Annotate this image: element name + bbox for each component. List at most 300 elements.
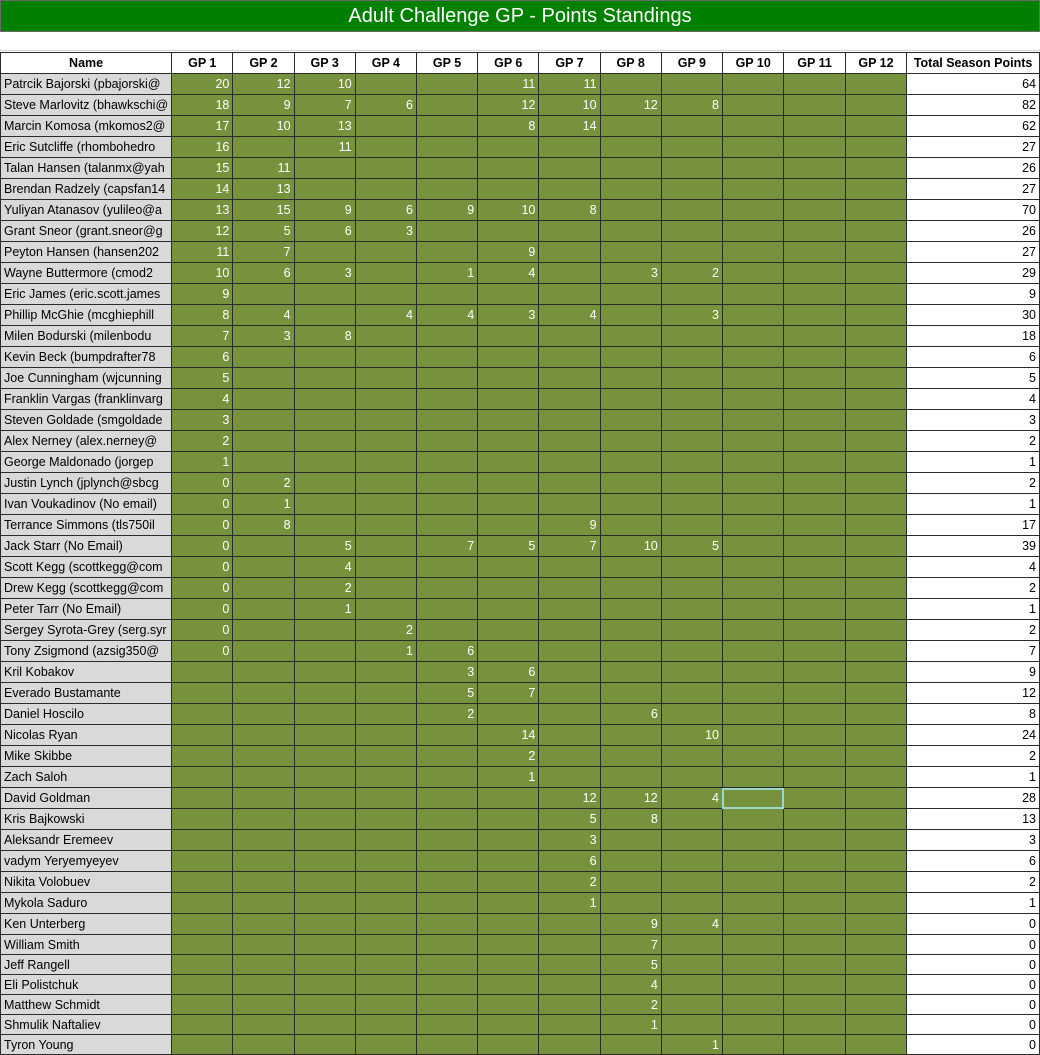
gp-points-cell[interactable] [172,746,233,767]
gp-points-cell[interactable]: 1 [233,494,294,515]
total-points-cell[interactable]: 9 [907,284,1040,305]
gp-points-cell[interactable] [722,389,783,410]
gp-points-cell[interactable] [172,955,233,975]
gp-points-cell[interactable] [294,620,355,641]
total-points-cell[interactable]: 0 [907,1015,1040,1035]
column-header[interactable]: Total Season Points [907,53,1040,74]
gp-points-cell[interactable] [355,473,416,494]
total-points-cell[interactable]: 2 [907,431,1040,452]
gp-points-cell[interactable] [539,221,600,242]
gp-points-cell[interactable] [722,1015,783,1035]
total-points-cell[interactable]: 28 [907,788,1040,809]
gp-points-cell[interactable] [539,620,600,641]
gp-points-cell[interactable] [355,746,416,767]
gp-points-cell[interactable]: 5 [478,536,539,557]
selected-cell[interactable] [722,788,783,809]
gp-points-cell[interactable] [600,242,661,263]
gp-points-cell[interactable] [416,975,477,995]
gp-points-cell[interactable] [355,326,416,347]
gp-points-cell[interactable]: 3 [478,305,539,326]
gp-points-cell[interactable]: 6 [478,662,539,683]
total-points-cell[interactable]: 82 [907,95,1040,116]
gp-points-cell[interactable] [661,935,722,955]
gp-points-cell[interactable]: 15 [172,158,233,179]
gp-points-cell[interactable] [478,347,539,368]
gp-points-cell[interactable] [539,326,600,347]
gp-points-cell[interactable]: 4 [355,305,416,326]
gp-points-cell[interactable]: 8 [539,200,600,221]
gp-points-cell[interactable] [600,179,661,200]
total-points-cell[interactable]: 6 [907,851,1040,872]
gp-points-cell[interactable] [845,368,906,389]
gp-points-cell[interactable] [661,995,722,1015]
gp-points-cell[interactable] [722,955,783,975]
gp-points-cell[interactable] [845,179,906,200]
racer-name-cell[interactable]: Tyron Young [1,1035,172,1055]
gp-points-cell[interactable] [233,935,294,955]
gp-points-cell[interactable] [784,557,845,578]
racer-name-cell[interactable]: Shmulik Naftaliev [1,1015,172,1035]
gp-points-cell[interactable] [355,851,416,872]
gp-points-cell[interactable] [784,809,845,830]
gp-points-cell[interactable] [845,893,906,914]
gp-points-cell[interactable]: 3 [294,263,355,284]
gp-points-cell[interactable] [845,662,906,683]
gp-points-cell[interactable] [600,137,661,158]
gp-points-cell[interactable] [600,326,661,347]
gp-points-cell[interactable] [784,452,845,473]
gp-points-cell[interactable] [233,137,294,158]
gp-points-cell[interactable] [172,809,233,830]
racer-name-cell[interactable]: George Maldonado (jorgep [1,452,172,473]
gp-points-cell[interactable]: 8 [172,305,233,326]
gp-points-cell[interactable]: 13 [294,116,355,137]
gp-points-cell[interactable] [416,473,477,494]
gp-points-cell[interactable] [478,284,539,305]
gp-points-cell[interactable] [845,683,906,704]
gp-points-cell[interactable] [233,851,294,872]
total-points-cell[interactable]: 0 [907,955,1040,975]
gp-points-cell[interactable] [722,179,783,200]
gp-points-cell[interactable]: 8 [478,116,539,137]
gp-points-cell[interactable] [722,158,783,179]
gp-points-cell[interactable] [845,515,906,536]
gp-points-cell[interactable] [172,935,233,955]
gp-points-cell[interactable] [478,975,539,995]
gp-points-cell[interactable]: 1 [355,641,416,662]
total-points-cell[interactable]: 3 [907,410,1040,431]
column-header[interactable]: GP 7 [539,53,600,74]
gp-points-cell[interactable] [784,494,845,515]
gp-points-cell[interactable] [416,746,477,767]
gp-points-cell[interactable] [722,368,783,389]
gp-points-cell[interactable]: 6 [355,95,416,116]
gp-points-cell[interactable]: 7 [600,935,661,955]
gp-points-cell[interactable]: 4 [661,914,722,935]
racer-name-cell[interactable]: Kril Kobakov [1,662,172,683]
racer-name-cell[interactable]: Ivan Voukadinov (No email) [1,494,172,515]
gp-points-cell[interactable]: 3 [172,410,233,431]
racer-name-cell[interactable]: Kris Bajkowski [1,809,172,830]
gp-points-cell[interactable]: 6 [355,200,416,221]
gp-points-cell[interactable]: 9 [294,200,355,221]
gp-points-cell[interactable] [416,347,477,368]
gp-points-cell[interactable] [478,851,539,872]
column-header[interactable]: GP 10 [722,53,783,74]
gp-points-cell[interactable] [172,872,233,893]
gp-points-cell[interactable]: 0 [172,620,233,641]
total-points-cell[interactable]: 3 [907,830,1040,851]
gp-points-cell[interactable] [600,662,661,683]
gp-points-cell[interactable] [600,389,661,410]
gp-points-cell[interactable] [845,158,906,179]
total-points-cell[interactable]: 2 [907,473,1040,494]
gp-points-cell[interactable]: 7 [172,326,233,347]
gp-points-cell[interactable]: 20 [172,74,233,95]
gp-points-cell[interactable] [539,473,600,494]
gp-points-cell[interactable]: 6 [416,641,477,662]
gp-points-cell[interactable]: 0 [172,515,233,536]
gp-points-cell[interactable] [661,515,722,536]
gp-points-cell[interactable] [784,95,845,116]
gp-points-cell[interactable] [784,851,845,872]
gp-points-cell[interactable]: 0 [172,473,233,494]
gp-points-cell[interactable] [784,74,845,95]
gp-points-cell[interactable]: 4 [172,389,233,410]
gp-points-cell[interactable] [233,725,294,746]
gp-points-cell[interactable] [416,389,477,410]
gp-points-cell[interactable]: 9 [233,95,294,116]
gp-points-cell[interactable] [722,830,783,851]
gp-points-cell[interactable]: 18 [172,95,233,116]
gp-points-cell[interactable] [539,494,600,515]
total-points-cell[interactable]: 0 [907,914,1040,935]
gp-points-cell[interactable]: 0 [172,557,233,578]
gp-points-cell[interactable] [722,284,783,305]
gp-points-cell[interactable] [661,557,722,578]
racer-name-cell[interactable]: Ken Unterberg [1,914,172,935]
gp-points-cell[interactable]: 1 [294,599,355,620]
gp-points-cell[interactable] [784,995,845,1015]
gp-points-cell[interactable] [661,851,722,872]
gp-points-cell[interactable] [722,746,783,767]
gp-points-cell[interactable] [661,662,722,683]
racer-name-cell[interactable]: Matthew Schmidt [1,995,172,1015]
gp-points-cell[interactable] [172,662,233,683]
gp-points-cell[interactable] [600,830,661,851]
gp-points-cell[interactable] [539,179,600,200]
gp-points-cell[interactable] [416,116,477,137]
gp-points-cell[interactable] [355,410,416,431]
gp-points-cell[interactable] [845,914,906,935]
gp-points-cell[interactable] [600,620,661,641]
gp-points-cell[interactable] [600,725,661,746]
gp-points-cell[interactable] [233,536,294,557]
gp-points-cell[interactable] [355,452,416,473]
gp-points-cell[interactable]: 9 [539,515,600,536]
total-points-cell[interactable]: 2 [907,578,1040,599]
gp-points-cell[interactable] [416,914,477,935]
gp-points-cell[interactable] [539,599,600,620]
total-points-cell[interactable]: 6 [907,347,1040,368]
gp-points-cell[interactable] [845,452,906,473]
gp-points-cell[interactable] [233,914,294,935]
racer-name-cell[interactable]: Sergey Syrota-Grey (serg.syr [1,620,172,641]
gp-points-cell[interactable] [539,995,600,1015]
gp-points-cell[interactable] [600,200,661,221]
gp-points-cell[interactable] [294,995,355,1015]
gp-points-cell[interactable] [661,116,722,137]
total-points-cell[interactable]: 26 [907,221,1040,242]
gp-points-cell[interactable] [845,809,906,830]
gp-points-cell[interactable] [355,1035,416,1055]
gp-points-cell[interactable] [355,158,416,179]
gp-points-cell[interactable] [294,347,355,368]
gp-points-cell[interactable] [722,767,783,788]
gp-points-cell[interactable]: 1 [661,1035,722,1055]
gp-points-cell[interactable]: 6 [539,851,600,872]
gp-points-cell[interactable] [416,431,477,452]
gp-points-cell[interactable] [784,389,845,410]
gp-points-cell[interactable] [416,872,477,893]
gp-points-cell[interactable] [172,767,233,788]
gp-points-cell[interactable] [539,767,600,788]
gp-points-cell[interactable] [722,221,783,242]
gp-points-cell[interactable]: 9 [416,200,477,221]
gp-points-cell[interactable] [294,662,355,683]
gp-points-cell[interactable] [294,284,355,305]
gp-points-cell[interactable] [661,1015,722,1035]
racer-name-cell[interactable]: Milen Bodurski (milenbodu [1,326,172,347]
gp-points-cell[interactable] [600,515,661,536]
gp-points-cell[interactable] [233,872,294,893]
gp-points-cell[interactable] [784,284,845,305]
gp-points-cell[interactable]: 6 [233,263,294,284]
column-header[interactable]: GP 9 [661,53,722,74]
gp-points-cell[interactable]: 7 [416,536,477,557]
gp-points-cell[interactable] [478,389,539,410]
racer-name-cell[interactable]: Tony Zsigmond (azsig350@ [1,641,172,662]
gp-points-cell[interactable] [784,641,845,662]
gp-points-cell[interactable] [539,431,600,452]
gp-points-cell[interactable]: 4 [600,975,661,995]
gp-points-cell[interactable] [355,955,416,975]
gp-points-cell[interactable] [294,955,355,975]
gp-points-cell[interactable] [784,305,845,326]
gp-points-cell[interactable] [172,914,233,935]
gp-points-cell[interactable] [355,599,416,620]
racer-name-cell[interactable]: Daniel Hoscilo [1,704,172,725]
gp-points-cell[interactable]: 7 [539,536,600,557]
gp-points-cell[interactable] [355,389,416,410]
gp-points-cell[interactable] [294,452,355,473]
gp-points-cell[interactable] [355,995,416,1015]
gp-points-cell[interactable]: 6 [294,221,355,242]
gp-points-cell[interactable] [172,995,233,1015]
gp-points-cell[interactable] [294,494,355,515]
racer-name-cell[interactable]: Peyton Hansen (hansen202 [1,242,172,263]
gp-points-cell[interactable] [355,704,416,725]
gp-points-cell[interactable] [172,975,233,995]
gp-points-cell[interactable] [416,767,477,788]
gp-points-cell[interactable] [722,725,783,746]
gp-points-cell[interactable] [355,1015,416,1035]
gp-points-cell[interactable] [722,515,783,536]
gp-points-cell[interactable] [539,368,600,389]
gp-points-cell[interactable]: 0 [172,641,233,662]
gp-points-cell[interactable] [294,515,355,536]
gp-points-cell[interactable]: 2 [355,620,416,641]
gp-points-cell[interactable] [539,410,600,431]
gp-points-cell[interactable] [661,704,722,725]
gp-points-cell[interactable] [722,809,783,830]
gp-points-cell[interactable] [600,221,661,242]
gp-points-cell[interactable] [233,975,294,995]
gp-points-cell[interactable]: 4 [661,788,722,809]
gp-points-cell[interactable]: 12 [539,788,600,809]
gp-points-cell[interactable] [172,683,233,704]
gp-points-cell[interactable] [722,662,783,683]
column-header[interactable]: GP 12 [845,53,906,74]
gp-points-cell[interactable] [478,599,539,620]
gp-points-cell[interactable] [722,452,783,473]
gp-points-cell[interactable]: 5 [416,683,477,704]
gp-points-cell[interactable]: 5 [661,536,722,557]
total-points-cell[interactable]: 1 [907,599,1040,620]
gp-points-cell[interactable] [661,452,722,473]
gp-points-cell[interactable] [845,305,906,326]
gp-points-cell[interactable] [233,767,294,788]
gp-points-cell[interactable]: 2 [172,431,233,452]
gp-points-cell[interactable]: 5 [172,368,233,389]
gp-points-cell[interactable] [722,893,783,914]
gp-points-cell[interactable] [600,452,661,473]
gp-points-cell[interactable] [661,200,722,221]
gp-points-cell[interactable] [784,767,845,788]
total-points-cell[interactable]: 26 [907,158,1040,179]
racer-name-cell[interactable]: Mike Skibbe [1,746,172,767]
gp-points-cell[interactable]: 2 [661,263,722,284]
gp-points-cell[interactable] [600,116,661,137]
gp-points-cell[interactable] [294,935,355,955]
gp-points-cell[interactable]: 7 [478,683,539,704]
racer-name-cell[interactable]: Drew Kegg (scottkegg@com [1,578,172,599]
gp-points-cell[interactable]: 11 [539,74,600,95]
gp-points-cell[interactable]: 1 [539,893,600,914]
gp-points-cell[interactable]: 17 [172,116,233,137]
gp-points-cell[interactable] [722,95,783,116]
gp-points-cell[interactable] [661,599,722,620]
gp-points-cell[interactable] [294,746,355,767]
gp-points-cell[interactable] [784,347,845,368]
column-header[interactable]: GP 8 [600,53,661,74]
gp-points-cell[interactable] [355,137,416,158]
gp-points-cell[interactable] [722,74,783,95]
gp-points-cell[interactable] [233,683,294,704]
gp-points-cell[interactable]: 8 [600,809,661,830]
gp-points-cell[interactable] [478,809,539,830]
gp-points-cell[interactable] [722,704,783,725]
gp-points-cell[interactable] [722,578,783,599]
gp-points-cell[interactable] [539,158,600,179]
racer-name-cell[interactable]: Grant Sneor (grant.sneor@g [1,221,172,242]
gp-points-cell[interactable] [845,200,906,221]
gp-points-cell[interactable] [294,767,355,788]
gp-points-cell[interactable]: 5 [294,536,355,557]
gp-points-cell[interactable] [478,137,539,158]
gp-points-cell[interactable] [722,137,783,158]
gp-points-cell[interactable]: 11 [172,242,233,263]
total-points-cell[interactable]: 5 [907,368,1040,389]
gp-points-cell[interactable] [172,1035,233,1055]
total-points-cell[interactable]: 13 [907,809,1040,830]
gp-points-cell[interactable] [355,242,416,263]
total-points-cell[interactable]: 24 [907,725,1040,746]
gp-points-cell[interactable] [784,536,845,557]
gp-points-cell[interactable] [784,935,845,955]
gp-points-cell[interactable] [661,326,722,347]
gp-points-cell[interactable]: 10 [233,116,294,137]
gp-points-cell[interactable] [722,935,783,955]
gp-points-cell[interactable] [355,263,416,284]
gp-points-cell[interactable] [845,284,906,305]
racer-name-cell[interactable]: Aleksandr Eremeev [1,830,172,851]
gp-points-cell[interactable] [784,410,845,431]
gp-points-cell[interactable] [416,935,477,955]
gp-points-cell[interactable]: 16 [172,137,233,158]
total-points-cell[interactable]: 4 [907,557,1040,578]
racer-name-cell[interactable]: Everado Bustamante [1,683,172,704]
total-points-cell[interactable]: 18 [907,326,1040,347]
total-points-cell[interactable]: 7 [907,641,1040,662]
gp-points-cell[interactable] [845,116,906,137]
gp-points-cell[interactable]: 10 [600,536,661,557]
racer-name-cell[interactable]: Steven Goldade (smgoldade [1,410,172,431]
gp-points-cell[interactable] [722,975,783,995]
gp-points-cell[interactable] [722,599,783,620]
gp-points-cell[interactable] [845,557,906,578]
gp-points-cell[interactable] [661,809,722,830]
gp-points-cell[interactable] [294,473,355,494]
gp-points-cell[interactable] [539,641,600,662]
gp-points-cell[interactable] [784,158,845,179]
gp-points-cell[interactable] [845,830,906,851]
gp-points-cell[interactable]: 1 [172,452,233,473]
gp-points-cell[interactable] [233,557,294,578]
gp-points-cell[interactable] [722,116,783,137]
gp-points-cell[interactable] [233,368,294,389]
racer-name-cell[interactable]: Mykola Saduro [1,893,172,914]
gp-points-cell[interactable]: 2 [233,473,294,494]
gp-points-cell[interactable] [661,221,722,242]
racer-name-cell[interactable]: Nicolas Ryan [1,725,172,746]
gp-points-cell[interactable] [784,1035,845,1055]
gp-points-cell[interactable] [845,578,906,599]
gp-points-cell[interactable] [784,179,845,200]
total-points-cell[interactable]: 8 [907,704,1040,725]
gp-points-cell[interactable] [845,137,906,158]
gp-points-cell[interactable] [478,955,539,975]
gp-points-cell[interactable] [416,1015,477,1035]
gp-points-cell[interactable] [784,746,845,767]
gp-points-cell[interactable] [478,893,539,914]
gp-points-cell[interactable] [355,935,416,955]
gp-points-cell[interactable] [294,305,355,326]
gp-points-cell[interactable] [233,809,294,830]
gp-points-cell[interactable] [600,1035,661,1055]
gp-points-cell[interactable] [355,494,416,515]
gp-points-cell[interactable] [722,431,783,452]
